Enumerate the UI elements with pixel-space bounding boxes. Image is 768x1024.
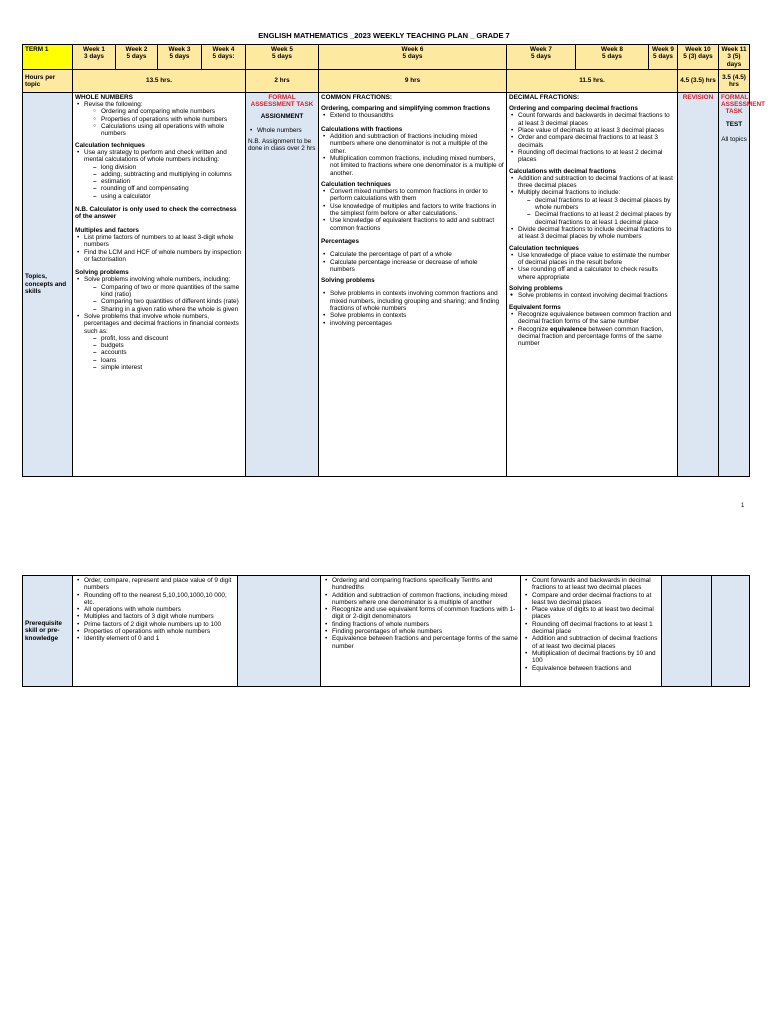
prereq-common-fractions: • Ordering and comparing fractions specifically Tenths and hundredths • Addition and subtraction of common fractions, including mixed numbers where one denominator is a multiple of another • Recognize and use equivalent forms of common fractions with 1-digit or 2-digit denominators • finding fractions of whole numbers • Finding percentages of whole numbers • Equivalence between fractions and percentage forms of the same number <box>321 576 521 687</box>
page-title: ENGLISH MATHEMATICS _2023 WEEKLY TEACHING PLAN _ GRADE 7 <box>258 31 510 40</box>
hours-whole-numbers: 13.5 hrs. <box>73 69 246 92</box>
prereq-revision <box>662 576 712 687</box>
week-6-header: Week 6 5 days <box>319 45 507 70</box>
revision-cell: REVISION <box>678 92 719 476</box>
whole-numbers-cell: WHOLE NUMBERS • Revise the following: ○ Ordering and comparing whole numbers ○ Properties of operations with whole numbers ○ Calculations using all operations with whole numbers Calculation techniques • Use any strategy to perform and check written and mental calculations of whole numbers including: – long division – adding, subtracting and multiplying in columns – estimation – rounding off and compensating – using a calculator N.B. Calculator is only used to check the correctness of the answer Multiples and factors • List prime factors of numbers to at least 3-digit whole numbers • Find the LCM and HCF of whole numbers by inspection or factorisation Solving problems • Solve problems involving whole numbers, including: – Comparing of two or more quantities of the same kind (ratio) – Comparing two quantities of different kinds (rate) – Sharing in a given ratio where the whole is given • Solve problems that involve whole numbers, percentages and decimal fractions in financial contexts such as: – profit, loss and discount – budgets – accounts – loans – simple interest <box>73 92 246 476</box>
common-fractions-cell: COMMON FRACTIONS: Ordering, comparing and simplifying common fractions • Extend to thousandths Calculations with fractions • Addition and subtraction of fractions including mixed numbers where one denominator is not a multiple of the other. • Multiplication common fractions, including mixed numbers, not limited to fractions where one denominator is a multiple of another. Calculation techniques • Convert mixed numbers to common fractions in order to perform calculations with them • Use knowledge of multiples and factors to write fractions in the simplest form before or after calculations. • Use knowledge of equivalent fractions to add and subtract common fractions Percentages • Calculate the percentage of part of a whole • Calculate percentage increase or decrease of whole numbers Solving problems • Solve problems in contexts involving common fractions and mixed numbers, including grouping and sharing; and finding fractions of whole numbers • Solve problems in contexts • involving percentages <box>319 92 507 476</box>
header-row <box>23 45 750 70</box>
hours-row <box>23 69 750 92</box>
prerequisite-row <box>23 576 750 687</box>
whole-numbers-heading: WHOLE NUMBERS <box>75 93 133 101</box>
prereq-whole-numbers: • Order, compare, represent and place value of 9 digit numbers • Rounding off to the nearest 5,10,100,1000,10 000, etc. • All operations with whole numbers • Multiples and factors of 3 digit whole numbers • Prime factors of 2 digit whole numbers up to 100 • Properties of operations with whole numbers • Identity element of 0 and 1 <box>73 576 238 687</box>
week-3-header: Week 3 5 days <box>158 45 202 70</box>
week-1-header: Week 1 3 days <box>73 45 116 70</box>
hours-revision: 4.5 (3.5) hrs <box>678 69 719 92</box>
calculator-note: N.B. Calculator is only used to check the correctness of the answer <box>75 206 237 221</box>
prereq-assessment <box>238 576 321 687</box>
topics-row <box>23 92 750 476</box>
prereq-decimal-fractions: • Count forwards and backwards in decimal fractions to at least two decimal places • Compare and order decimal fractions to at least two decimal places • Place value of digits to at least two decimal places • Rounding off decimal fractions to at least 1 decimal place • Addition and subtraction of decimal fractions of at least two decimal places • Multiplication of decimal fractions by 10 and 100 • Equivalence between fractions and <box>521 576 662 687</box>
decimal-fractions-cell: DECIMAL FRACTIONS: Ordering and comparing decimal fractions • Count forwards and backwards in decimal fractions to at least 3 decimal places • Place value of decimals to at least 3 decimal places • Order and compare decimal fractions to at least 3 decimals • Rounding off decimal fractions to at least 2 decimal places Calculations with decimal fractions • Addition and subtraction to decimal fractions of at least three decimal places • Multiply decimal fractions to include: – decimal fractions to at least 3 decimal places by whole numbers – Decimal fractions to at least 2 decimal places by decimal fractions to at least 1 decimal place • Divide decimal fractions to include decimal fractions to at least 3 decimal places by whole numbers Calculation techniques • Use knowledge of place value to estimate the number of decimal places in the result before • Use rounding off and a calculator to check results where appropriate Solving problems ● Solve problems in context involving decimal fractions Equivalent forms • Recognize equivalence between common fraction and decimal fraction forms of the same number • Recognize equivalence between common fraction, decimal fraction and percentage forms of the same number <box>507 92 678 476</box>
term-label: TERM 1 <box>23 45 73 70</box>
prereq-test <box>712 576 750 687</box>
common-fractions-heading: COMMON FRACTIONS: <box>321 93 392 101</box>
week-9-header: Week 9 5 days <box>649 45 678 70</box>
week-4-header: Week 4 5 days: <box>202 45 246 70</box>
decimal-fractions-heading: DECIMAL FRACTIONS: <box>509 93 580 101</box>
week-11-header: Week 11 3 (5) days <box>719 45 750 70</box>
teaching-plan-table <box>22 44 766 477</box>
prerequisite-label: Prerequisite skill or pre-knowledge <box>23 576 73 687</box>
week-5-header: Week 5 5 days <box>246 45 319 70</box>
week-8-header: Week 8 5 days <box>576 45 649 70</box>
week-7-header: Week 7 5 days <box>507 45 576 70</box>
hours-decimal-fractions: 11.5 hrs. <box>507 69 678 92</box>
hours-common-fractions: 9 hrs <box>319 69 507 92</box>
formal-assessment-test-cell: FORMAL ASSESSMENT TASK TEST All topics <box>719 92 750 476</box>
hours-test: 3.5 (4.5) hrs <box>719 69 750 92</box>
topics-label: Topics, concepts and skills <box>23 92 73 476</box>
prerequisite-table <box>22 575 750 687</box>
hours-assessment: 2 hrs <box>246 69 319 92</box>
week-10-header: Week 10 5 (3) days <box>678 45 719 70</box>
page-number: 1 <box>741 503 745 509</box>
hours-label: Hours per topic <box>23 69 73 92</box>
week-2-header: Week 2 5 days <box>116 45 158 70</box>
formal-assessment-assignment-cell: FORMAL ASSESSMENT TASK ASSIGNMENT • Whole numbers N.B. Assignment to be done in class over 2 hrs <box>246 92 319 476</box>
